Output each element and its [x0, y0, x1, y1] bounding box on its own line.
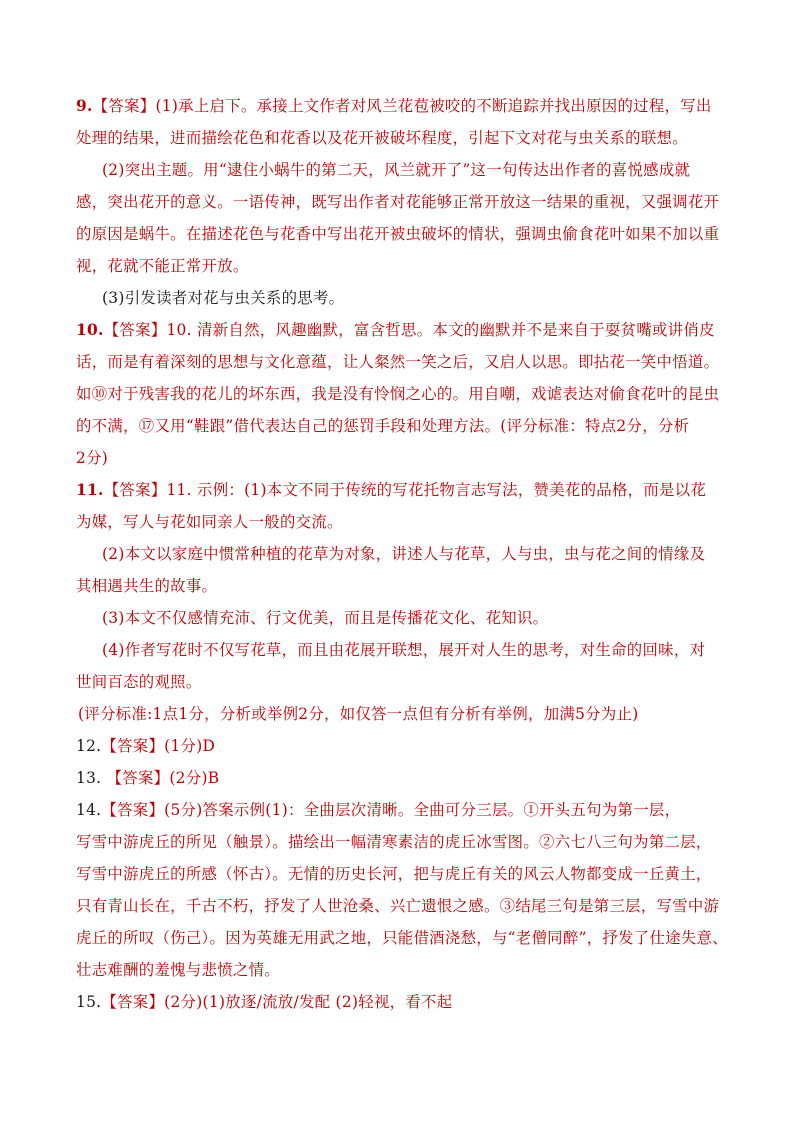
q12-line: 12.【答案】(1分)D: [76, 737, 216, 755]
question-number: 15.: [76, 993, 102, 1011]
q11-line-3: (2)本文以家庭中惯常种植的花草为对象，讲述人与花草，人与虫，虫与花之间的情缘及: [102, 545, 706, 563]
answer-tag: 【答案】: [101, 993, 165, 1011]
q15-line: 15.【答案】(2分)(1)放逐/流放/发配 (2)轻视，看不起: [76, 993, 453, 1011]
q10-line-5: 2分): [76, 449, 109, 467]
answer-tag: 【答案】: [101, 801, 165, 819]
answer-tag: 【答案】: [103, 321, 167, 339]
q11-scoring-note: (评分标准:1点1分，分析或举例2分，如仅答一点但有分析有举例，加满5分为止): [78, 705, 639, 723]
q11-line-7: 世间百态的观照。: [76, 673, 202, 691]
question-number: 12.: [76, 737, 102, 755]
q10-line-2: 话，而是有着深刻的思想与文化意蕴，让人粲然一笑之后，又启人以思。即拈花一笑中悟道。: [76, 353, 720, 371]
q9-line-3: (2)突出主题。用“逮住小蜗牛的第二天，风兰就开了”这一句传达出作者的喜悦感成就: [102, 161, 691, 179]
question-number: 9.: [76, 97, 93, 115]
question-number: 13.: [76, 769, 102, 787]
q11-line-2: 为媒，写人与花如同亲人一般的交流。: [76, 513, 343, 531]
q13-line: 13. 【答案】(2分)B: [76, 769, 220, 787]
q14-line-4: 只有青山长在，千古不朽，抒发了人世沧桑、兴亡遗恨之感。③结尾三句是第三层，写雪中游: [76, 897, 720, 915]
question-number: 11.: [76, 481, 104, 499]
q14-line-5: 虎丘的所叹（伤己）。因为英雄无用武之地，只能借酒浇愁，与“老僧同醉”，抒发了仕途失意、: [76, 929, 728, 947]
q14-line-3: 写雪中游虎丘的所感（怀古）。无情的历史长河，把与虎丘有关的风云人物都变成一丘黄土，: [76, 865, 712, 883]
q11-line-6: (4)作者写花时不仅写花草，而且由花展开联想，展开对人生的思考，对生命的回味，对: [102, 641, 706, 659]
question-number: 10.: [76, 321, 104, 339]
q10-line-3: 如⑩对于残害我的花儿的坏东西，我是没有怜悯之心的。用自嘲，戏谑表达对偷食花叶的昆虫: [76, 385, 720, 403]
q11-line-1: 11.【答案】11. 示例：(1)本文不同于传统的写花托物言志写法，赞美花的品格，而是以花: [76, 481, 707, 499]
answer-tag: 【答案】: [101, 737, 165, 755]
q9-line-6: 视，花就不能正常开放。: [76, 257, 249, 275]
q9-line-2: 处理的结果，进而描绘花色和花香以及花开被破坏程度，引起下文对花与虫关系的联想。: [76, 129, 688, 147]
q9-line-7: (3)引发读者对花与虫关系的思考。: [102, 289, 345, 307]
q11-line-4: 其相遇共生的故事。: [76, 577, 218, 595]
q11-line-5: (3)本文不仅感情充沛、行文优美，而且是传播花文化、花知识。: [102, 609, 549, 627]
q14-line-1: 14.【答案】(5分)答案示例(1)：全曲层次清晰。全曲可分三层。①开头五句为第一层，: [76, 801, 681, 819]
q14-line-6: 壮志难酬的羞愧与悲愤之情。: [76, 961, 280, 979]
answer-tag: 【答案】: [92, 97, 156, 115]
answer-tag: 【答案】: [106, 769, 170, 787]
question-number: 14.: [76, 801, 102, 819]
q9-line-4: 感，突出花开的意义。一语传神，既写出作者对花能够正常开放这一结果的重视，又强调花开: [76, 193, 720, 211]
q14-line-2: 写雪中游虎丘的所见（触景）。描绘出一幅清寒素洁的虎丘冰雪图。②六七八三句为第二层，: [76, 833, 712, 851]
q10-line-4: 的不满，⑰又用“鞋跟”借代表达自己的惩罚手段和处理方法。(评分标准：特点2分，分析: [76, 417, 690, 435]
q9-line-1: 9.【答案】(1)承上启下。承接上文作者对风兰花苞被咬的不断追踪并找出原因的过程，写出: [76, 97, 712, 115]
q9-line-5: 的原因是蜗牛。在描述花色与花香中写出花开被虫破坏的情状，强调虫偷食花叶如果不加以重: [76, 225, 720, 243]
q10-line-1: 10.【答案】10. 清新自然，风趣幽默，富含哲思。本文的幽默并不是来自于耍贫嘴或讲俏皮: [76, 321, 715, 339]
answer-tag: 【答案】: [103, 481, 167, 499]
